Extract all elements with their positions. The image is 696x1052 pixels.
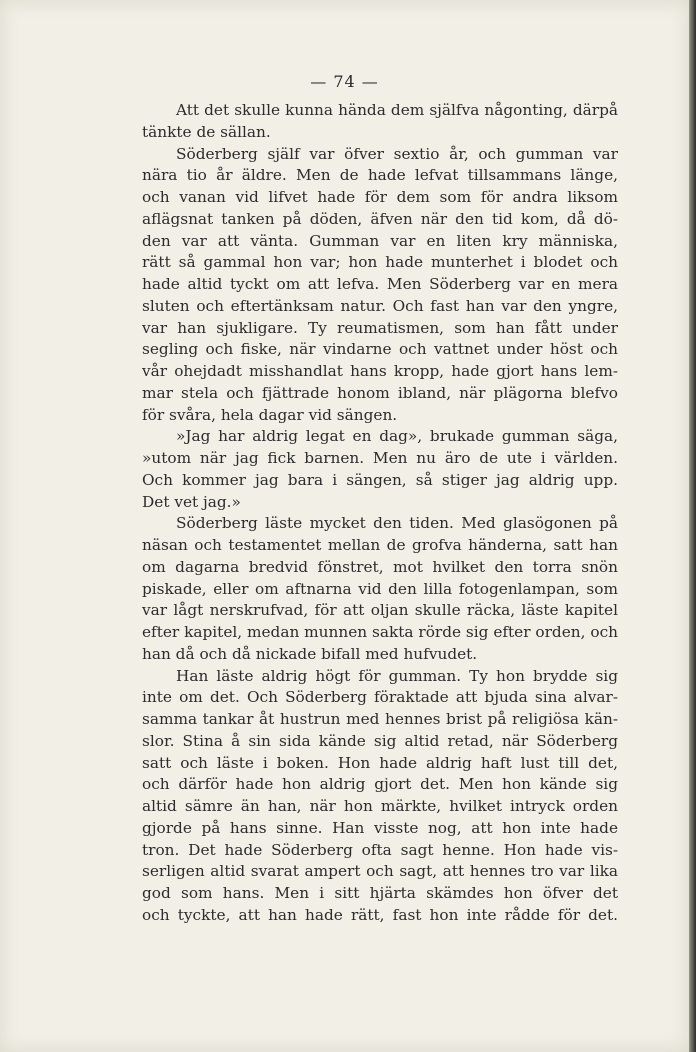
page-number: — 74 — (310, 72, 379, 91)
text-line: efter kapitel, medan munnen sakta rörde sig efter orden, och (142, 623, 618, 641)
text-line: för svåra, hela dagar vid sängen. (142, 405, 398, 424)
text-line: Han läste aldrig högt för gumman. Ty hon brydde sig (176, 666, 618, 685)
text-line: mar stela och fjättrade honom ibland, när plägorna blefvo (142, 383, 618, 402)
text-line: tron. Det hade Söderberg ofta sagt henne. Hon hade vis- (142, 840, 618, 859)
text-line: var lågt nerskrufvad, för att oljan skulle räcka, läste kapitel (142, 601, 618, 620)
text-line: näsan och testamentet mellan de grofva händerna, satt han (142, 536, 618, 554)
text-line: »Jag har aldrig legat en dag», brukade gumman säga, (176, 427, 618, 446)
text-line: den var att vänta. Gumman var en liten kry människa, (142, 231, 618, 250)
text-line: piskade, eller om aftnarna vid den lilla fotogenlampan, som (142, 579, 618, 598)
text-line: serligen altid svarat ampert och sagt, att hennes tro var lika (142, 862, 618, 881)
text-line: Det vet jag.» (142, 492, 241, 511)
page-edge (689, 0, 696, 1052)
text-line: sluten och eftertänksam natur. Och fast han var den yngre, (142, 296, 618, 315)
text-line: om dagarna bredvid fönstret, mot hvilket den torra snön (142, 557, 618, 576)
text-line: Söderberg själf var öfver sextio år, och gumman var (176, 144, 618, 163)
text-line: altid sämre än han, när hon märkte, hvilket intryck orden (142, 797, 618, 815)
text-line: hade altid tyckt om att lefva. Men Söderberg var en mera (142, 275, 618, 293)
text-line: nära tio år äldre. Men de hade lefvat tillsammans länge, (142, 166, 618, 185)
text-line: var han sjukligare. Ty reumatismen, som han fått under (142, 318, 618, 337)
text-line: Söderberg läste mycket den tiden. Med glasögonen på (176, 514, 618, 533)
text-line: tänkte de sällan. (142, 122, 271, 141)
text-line: vår ohejdadt misshandlat hans kropp, hade gjort hans lem- (142, 362, 618, 380)
text-line: han då och då nickade bifall med hufvudet. (142, 644, 478, 663)
text-line: och vanan vid lifvet hade för dem som för andra liksom (142, 188, 618, 206)
body-text (142, 100, 618, 927)
text-line: samma tankar åt hustrun med hennes brist på religiösa kän- (142, 710, 618, 728)
text-line: god som hans. Men i sitt hjärta skämdes hon öfver det (142, 884, 618, 902)
text-line: rätt så gammal hon var; hon hade munterhet i blodet och (142, 253, 618, 272)
text-line: Och kommer jag bara i sängen, så stiger jag aldrig upp. (142, 470, 618, 489)
text-line: »utom när jag fick barnen. Men nu äro de ute i världen. (142, 449, 618, 467)
text-line: och därför hade hon aldrig gjort det. Men hon kände sig (142, 775, 618, 794)
text-line: satt och läste i boken. Hon hade aldrig haft lust till det, (142, 753, 618, 772)
text-line: Att det skulle kunna hända dem själfva någonting, därpå (176, 101, 618, 119)
text-line: gjorde på hans sinne. Han visste nog, att hon inte hade (142, 818, 618, 837)
text-line: och tyckte, att han hade rätt, fast hon inte rådde för det. (142, 905, 618, 924)
text-line: aflägsnat tanken på döden, äfven när den tid kom, då dö- (142, 209, 618, 228)
text-line: inte om det. Och Söderberg föraktade att bjuda sina alvar- (142, 688, 618, 707)
text-line: slor. Stina å sin sida kände sig altid retad, när Söderberg (142, 731, 618, 750)
text-line: segling och fiske, när vindarne och vattnet under höst och (142, 340, 618, 359)
